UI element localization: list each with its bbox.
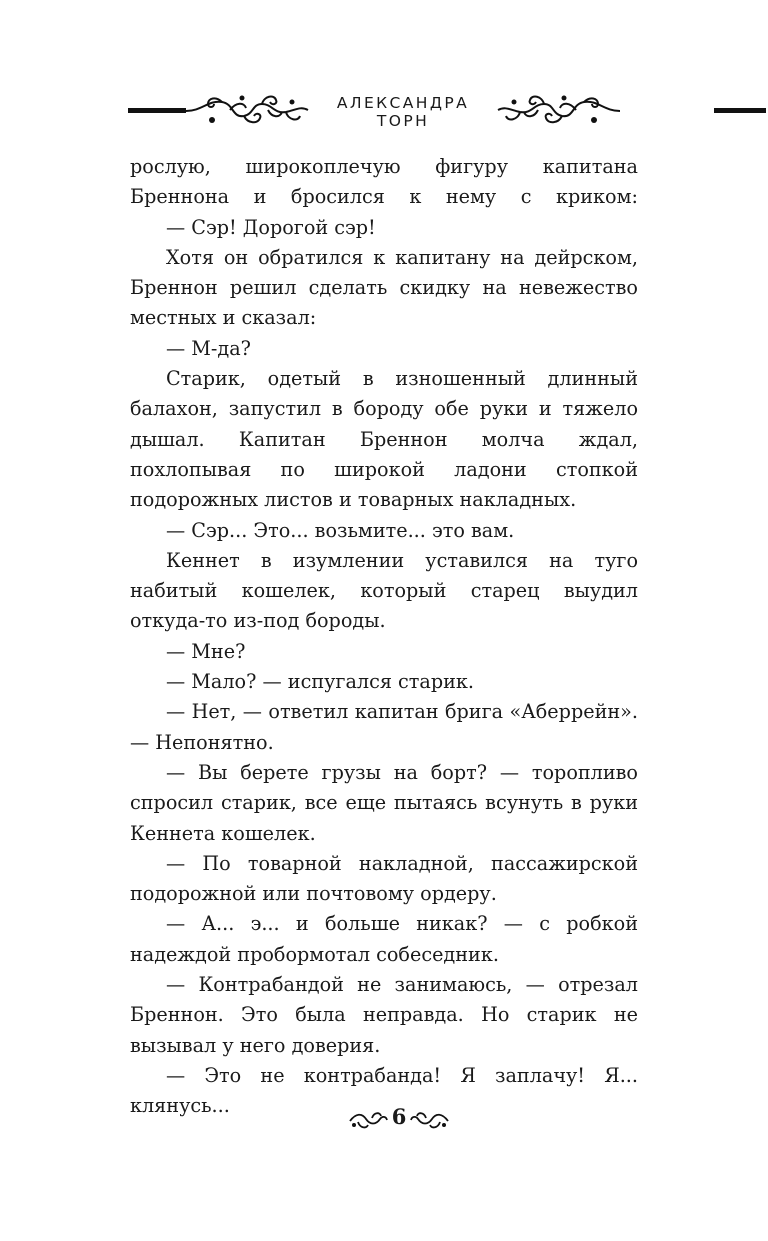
running-header: [128, 88, 638, 134]
paragraph: — Вы берете грузы на борт? — торопливо спросил старик, все еще пытаясь всунуть в руки Кеннета кошелек.: [130, 760, 638, 845]
paragraph: — М-да?: [166, 336, 251, 360]
paragraph: — А... э... и больше никак? — с робкой надеждой пробормотал собеседник.: [130, 912, 638, 966]
paragraph: — Сэр! Дорогой сэр!: [166, 215, 376, 239]
paragraph: Кеннет в изумлении уставился на туго набитый кошелек, который старец выудил откуда-то из-под бороды.: [130, 548, 638, 633]
footer-flourish-right-icon: [410, 1110, 450, 1132]
footer-flourish-left-icon: [348, 1110, 388, 1132]
paragraph: — Нет, — ответил капитан брига «Аберрейн». — Непонятно.: [130, 700, 638, 754]
paragraph: — По товарной накладной, пассажирской подорожной или почтовому ордеру.: [130, 851, 638, 906]
flourish-right-icon: [496, 92, 624, 132]
header-rule-left: [128, 108, 186, 113]
paragraph: — Контрабандой не занимаюсь, — отрезал Бреннон. Это была неправда. Но старик не вызывал у него доверия.: [130, 973, 638, 1057]
paragraph: — Мало? — испугался старик.: [166, 670, 474, 694]
paragraph: Старик, одетый в изношенный длинный балахон, запустил в бороду обе руки и тяжело дышал. Капитан Бреннон молча ждал, похлопывая по широкой ладони стопкой подорожных листов и товарных накладных.: [130, 367, 638, 512]
page-footer: [330, 1104, 460, 1136]
paragraph: — Это не контрабанда! Я заплачу! Я... клянусь...: [130, 1063, 638, 1118]
author-name: АЛЕКСАНДРА ТОРН: [336, 94, 470, 130]
flourish-left-icon: [182, 92, 310, 132]
page-number: 6: [391, 1104, 407, 1129]
header-rule-right: [714, 108, 766, 113]
paragraph: — Мне?: [166, 639, 246, 663]
body-text: [130, 152, 638, 1122]
paragraph: Хотя он обратился к капитану на дейрском, Бреннон решил сделать скидку на невежество местных и сказал:: [130, 245, 638, 330]
paragraph: — Сэр... Это... возьмите... это вам.: [166, 518, 515, 542]
paragraph: рослую, широкоплечую фигуру капитана Бреннона и бросился к нему с криком:: [130, 155, 638, 209]
